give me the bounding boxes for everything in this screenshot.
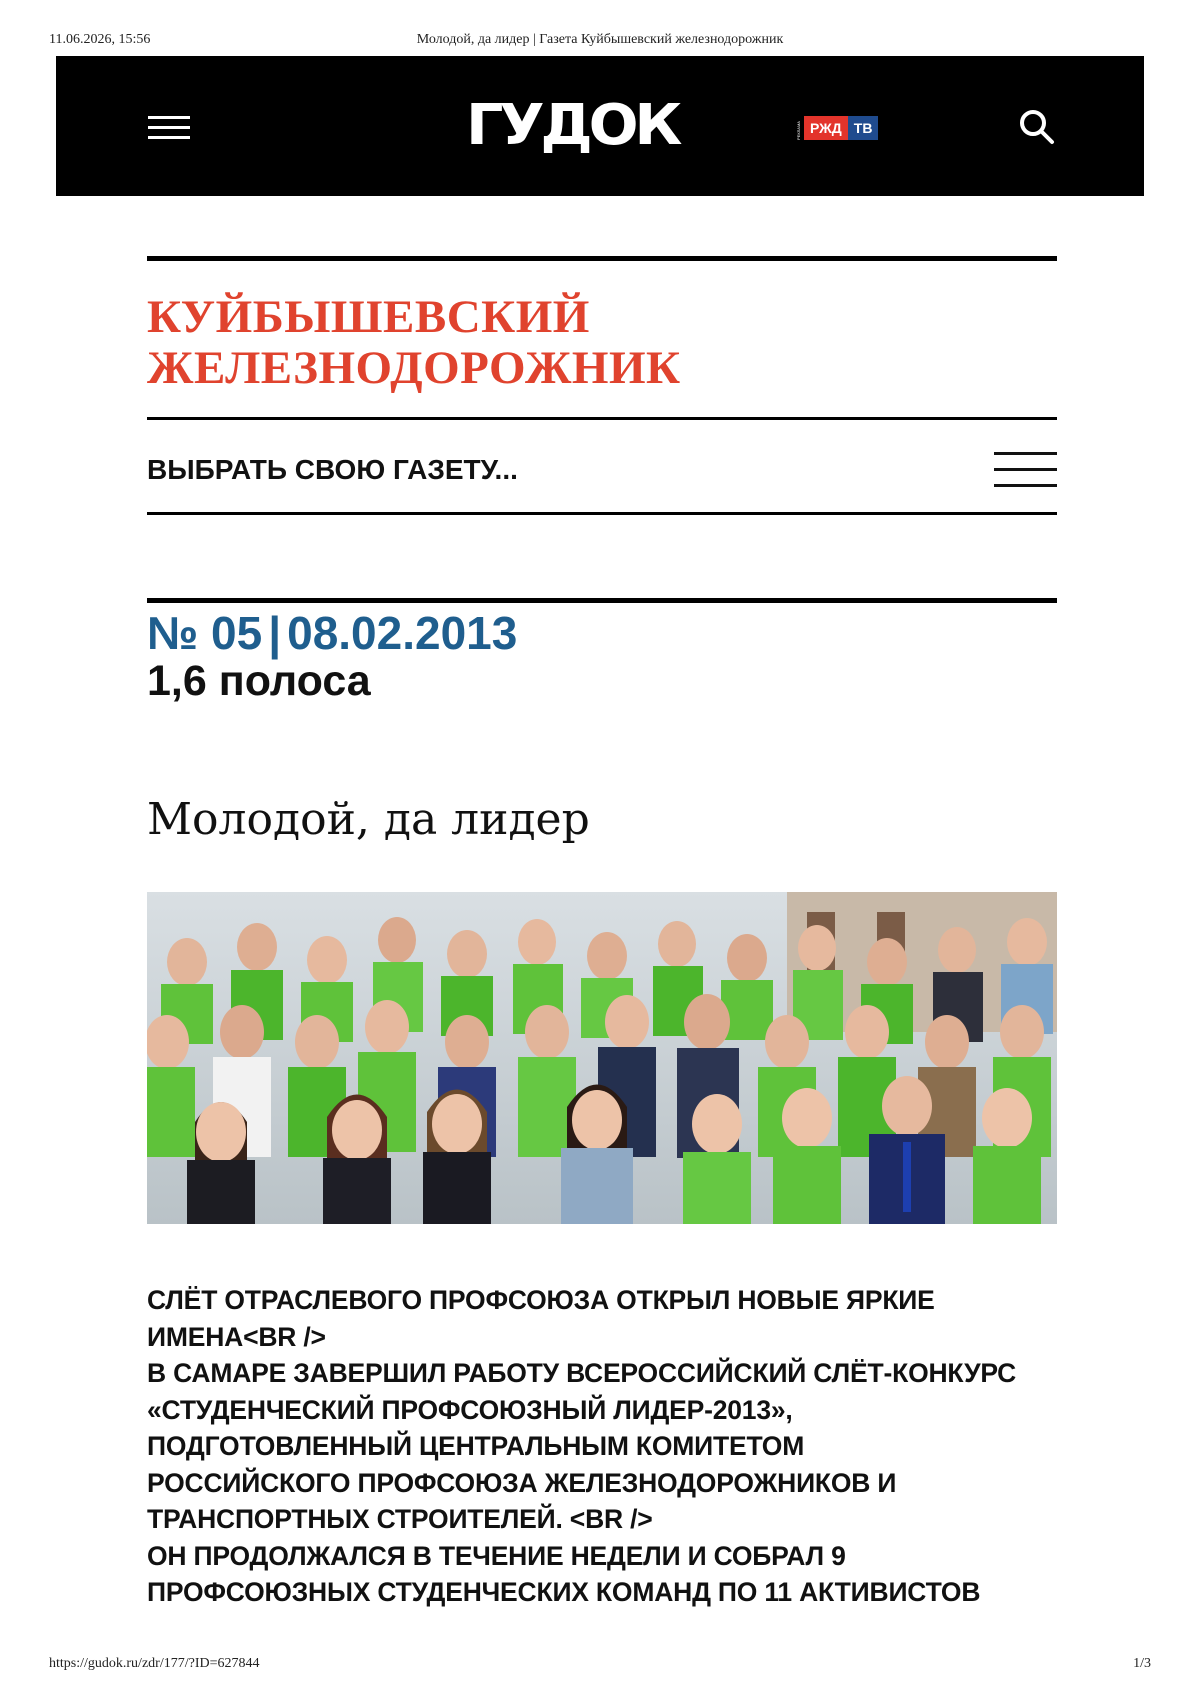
issue-separator: | bbox=[268, 607, 282, 659]
lead-line: ИМЕНА<BR /> bbox=[147, 1321, 326, 1352]
lead-line: «СТУДЕНЧЕСКИЙ ПРОФСОЮЗНЫЙ ЛИДЕР-2013», bbox=[147, 1394, 793, 1425]
print-footer bbox=[49, 1656, 1151, 1676]
group-photo bbox=[147, 892, 1057, 1224]
issue-info bbox=[147, 608, 517, 658]
print-header bbox=[49, 32, 1151, 52]
print-url: https://gudok.ru/zdr/177/?ID=627844 bbox=[49, 1656, 260, 1671]
article-photo bbox=[147, 892, 1057, 1224]
newspaper-name[interactable] bbox=[147, 292, 1057, 394]
site-header bbox=[56, 56, 1144, 196]
lead-line: РОССИЙСКОГО ПРОФСОЮЗА ЖЕЛЕЗНОДОРОЖНИКОВ И bbox=[147, 1467, 897, 1498]
search-icon[interactable] bbox=[1018, 108, 1058, 148]
newspaper-name-line1: КУЙБЫШЕВСКИЙ bbox=[147, 291, 590, 343]
article-title: Молодой, да лидер bbox=[147, 794, 590, 845]
issue-date: 08.02.2013 bbox=[287, 607, 518, 659]
choose-newspaper-dropdown[interactable]: ВЫБРАТЬ СВОЮ ГАЗЕТУ... bbox=[147, 454, 518, 485]
lead-line: СЛЁТ ОТРАСЛЕВОГО ПРОФСОЮЗА ОТКРЫЛ НОВЫЕ ЯРКИЕ bbox=[147, 1285, 935, 1315]
issue-number: № 05 bbox=[147, 607, 263, 659]
rzd-tv-link[interactable] bbox=[796, 116, 878, 140]
divider bbox=[147, 512, 1057, 515]
divider bbox=[147, 417, 1057, 420]
article-lead bbox=[147, 1282, 1067, 1611]
issue-pages: 1,6 полоса bbox=[147, 657, 371, 705]
rzd-label: РЖД bbox=[804, 116, 848, 140]
print-page-number: 1/3 bbox=[1133, 1656, 1151, 1671]
lead-line: В САМАРЕ ЗАВЕРШИЛ РАБОТУ ВСЕРОССИЙСКИЙ СЛЁТ-КОНКУРС bbox=[147, 1358, 1017, 1388]
lead-line: ТРАНСПОРТНЫХ СТРОИТЕЛЕЙ. <BR /> bbox=[147, 1504, 653, 1534]
lead-line: ОН ПРОДОЛЖАЛСЯ В ТЕЧЕНИЕ НЕДЕЛИ И СОБРАЛ 9 bbox=[147, 1540, 846, 1571]
newspaper-name-line2: ЖЕЛЕЗНОДОРОЖНИК bbox=[147, 342, 681, 394]
divider bbox=[147, 256, 1057, 261]
ad-label: РЕКЛАМА bbox=[796, 121, 801, 140]
print-page-title: Молодой, да лидер | Газета Куйбышевский железнодорожник bbox=[416, 32, 784, 47]
lead-line: ПОДГОТОВЛЕННЫЙ ЦЕНТРАЛЬНЫМ КОМИТЕТОМ bbox=[147, 1431, 805, 1461]
menu-icon[interactable] bbox=[148, 116, 190, 140]
tv-label: ТВ bbox=[848, 116, 879, 140]
choose-menu-icon[interactable] bbox=[994, 452, 1057, 488]
lead-line: ПРОФСОЮЗНЫХ СТУДЕНЧЕСКИХ КОМАНД ПО 11 АКТИВИСТОВ bbox=[147, 1577, 981, 1607]
print-date: 11.06.2026, 15:56 bbox=[49, 32, 151, 47]
gudok-logo[interactable]: ГУДОК bbox=[466, 93, 679, 158]
divider bbox=[147, 598, 1057, 603]
